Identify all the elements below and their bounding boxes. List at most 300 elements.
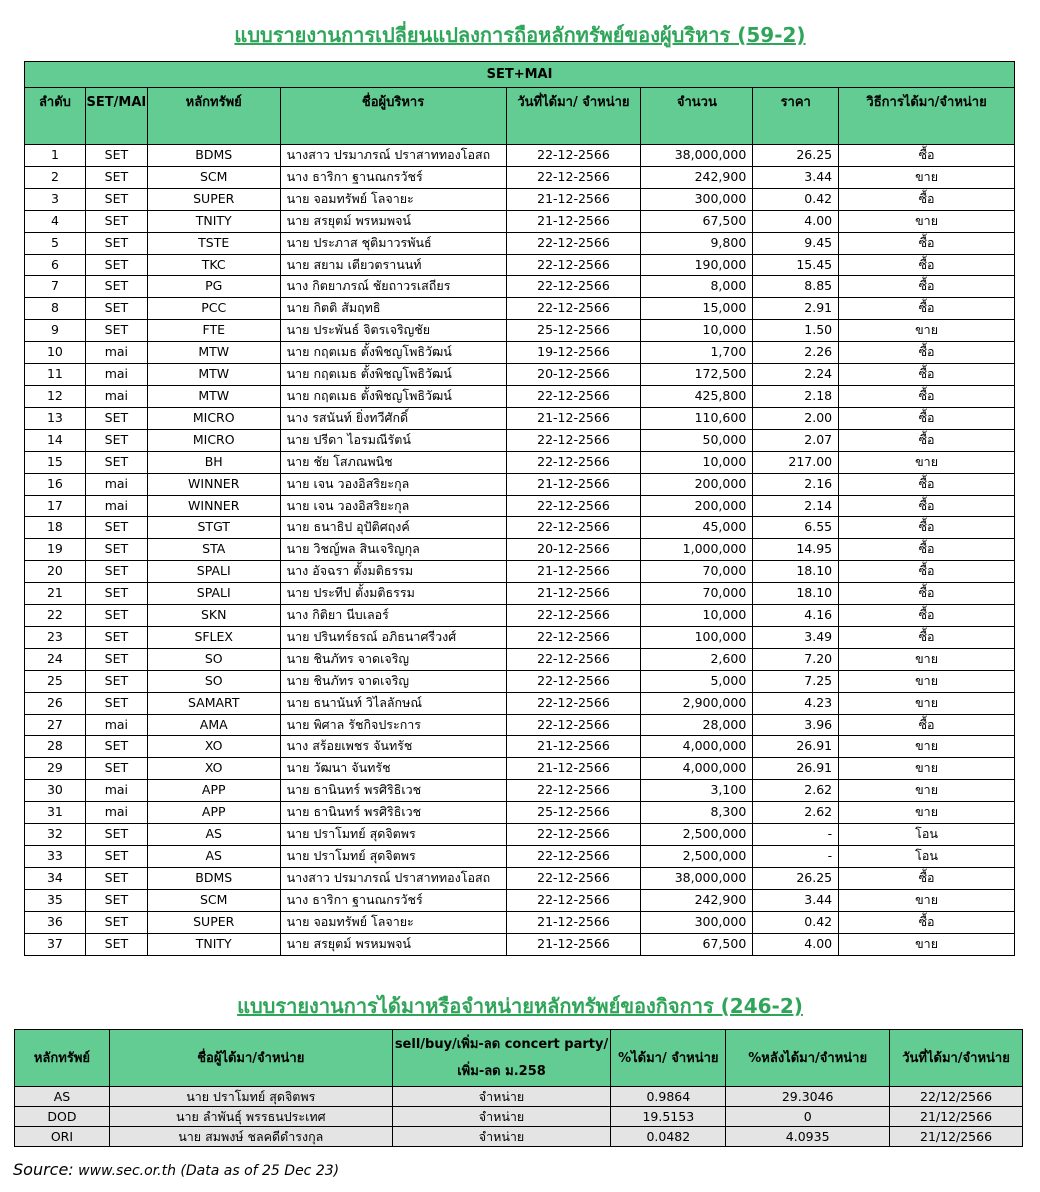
column-header: ลำดับ: [25, 88, 86, 145]
volume-cell: 100,000: [641, 626, 753, 648]
price-cell: 2.62: [753, 802, 839, 824]
row-number-cell: 19: [25, 539, 86, 561]
row-number-cell: 12: [25, 385, 86, 407]
executive-name-cell: นาย จอมทรัพย์ โลจายะ: [280, 911, 506, 933]
market-cell: SET: [85, 889, 147, 911]
market-cell: mai: [85, 364, 147, 386]
table-row: [25, 429, 1015, 451]
row-number-cell: 28: [25, 736, 86, 758]
date-cell: 19-12-2566: [506, 342, 641, 364]
source-label: Source:: [13, 1160, 74, 1179]
market-cell: SET: [85, 539, 147, 561]
volume-cell: 110,600: [641, 407, 753, 429]
volume-cell: 190,000: [641, 254, 753, 276]
table-row: [25, 605, 1015, 627]
column-header: หลักทรัพย์: [147, 88, 280, 145]
volume-cell: 38,000,000: [641, 867, 753, 889]
security-cell: BH: [147, 451, 280, 473]
acquirer-name-cell: นาย ปราโมทย์ สุดจิตพร: [109, 1087, 392, 1107]
volume-cell: 200,000: [641, 473, 753, 495]
price-cell: 7.25: [753, 670, 839, 692]
table-row: [25, 692, 1015, 714]
executive-name-cell: นาย กฤตเมธ ตั้งพิชญโพธิวัฒน์: [280, 364, 506, 386]
market-cell: SET: [85, 232, 147, 254]
market-cell: SET: [85, 298, 147, 320]
table-row: [25, 298, 1015, 320]
executive-name-cell: นาย ธนาธิป อุปัติศฤงค์: [280, 517, 506, 539]
table-row: [25, 364, 1015, 386]
row-number-cell: 17: [25, 495, 86, 517]
security-cell: MICRO: [147, 429, 280, 451]
row-number-cell: 10: [25, 342, 86, 364]
executive-name-cell: นาง ธาริกา ฐานณกรวัชร์: [280, 889, 506, 911]
row-number-cell: 16: [25, 473, 86, 495]
volume-cell: 242,900: [641, 889, 753, 911]
price-cell: 2.18: [753, 385, 839, 407]
column-header: ชื่อผู้บริหาร: [280, 88, 506, 145]
method-cell: ซื้อ: [839, 626, 1015, 648]
executive-name-cell: นาง กิติยา นีบเลอร์: [280, 605, 506, 627]
security-cell: SUPER: [147, 911, 280, 933]
table-row: [25, 780, 1015, 802]
date-cell: 21-12-2566: [506, 473, 641, 495]
column-header: วันที่ได้มา/ จำหน่าย: [506, 88, 641, 145]
method-cell: ขาย: [839, 802, 1015, 824]
executive-name-cell: นาย สยาม เตียวตรานนท์: [280, 254, 506, 276]
column-header: หลักทรัพย์: [15, 1030, 110, 1087]
executive-name-cell: นาง ธาริกา ฐานณกรวัชร์: [280, 166, 506, 188]
action-cell: จำหน่าย: [392, 1087, 611, 1107]
price-cell: 9.45: [753, 232, 839, 254]
security-cell: XO: [147, 736, 280, 758]
table-row: [25, 320, 1015, 342]
date-cell: 21-12-2566: [506, 736, 641, 758]
price-cell: 26.91: [753, 736, 839, 758]
percent-change-cell: 0.9864: [611, 1087, 726, 1107]
volume-cell: 300,000: [641, 188, 753, 210]
date-cell: 22-12-2566: [506, 846, 641, 868]
price-cell: 3.49: [753, 626, 839, 648]
acquirer-name-cell: นาย ลำพันธุ์ พรรธนประเทศ: [109, 1107, 392, 1127]
method-cell: ซื้อ: [839, 583, 1015, 605]
executive-name-cell: นางสาว ปรมาภรณ์ ปราสาททองโอสถ: [280, 867, 506, 889]
executive-name-cell: นาย ธนานันท์ วิไลลักษณ์: [280, 692, 506, 714]
table-row: [25, 583, 1015, 605]
date-cell: 21-12-2566: [506, 407, 641, 429]
volume-cell: 15,000: [641, 298, 753, 320]
percent-change-cell: 19.5153: [611, 1107, 726, 1127]
security-cell: AS: [147, 846, 280, 868]
date-cell: 25-12-2566: [506, 320, 641, 342]
method-cell: ขาย: [839, 210, 1015, 232]
date-cell: 21-12-2566: [506, 933, 641, 955]
security-cell: WINNER: [147, 495, 280, 517]
security-cell: SUPER: [147, 188, 280, 210]
security-cell: STA: [147, 539, 280, 561]
company-acquisition-table: [14, 1029, 1023, 1147]
market-cell: SET: [85, 254, 147, 276]
volume-cell: 70,000: [641, 583, 753, 605]
volume-cell: 67,500: [641, 210, 753, 232]
date-cell: 22-12-2566: [506, 298, 641, 320]
date-cell: 25-12-2566: [506, 802, 641, 824]
table-row: [25, 758, 1015, 780]
date-cell: 21-12-2566: [506, 583, 641, 605]
source-note: [13, 1160, 339, 1179]
method-cell: ขาย: [839, 670, 1015, 692]
volume-cell: 4,000,000: [641, 736, 753, 758]
table-row: [25, 276, 1015, 298]
table-row: [25, 867, 1015, 889]
volume-cell: 3,100: [641, 780, 753, 802]
date-cell: 22-12-2566: [506, 254, 641, 276]
price-cell: 2.00: [753, 407, 839, 429]
method-cell: ซื้อ: [839, 188, 1015, 210]
date-cell: 22-12-2566: [506, 867, 641, 889]
column-header: วันที่ได้มา/จำหน่าย: [890, 1030, 1023, 1087]
volume-cell: 38,000,000: [641, 145, 753, 167]
method-cell: ซื้อ: [839, 364, 1015, 386]
date-cell: 21-12-2566: [506, 561, 641, 583]
price-cell: 8.85: [753, 276, 839, 298]
price-cell: 0.42: [753, 911, 839, 933]
price-cell: 18.10: [753, 561, 839, 583]
method-cell: ขาย: [839, 166, 1015, 188]
market-cell: mai: [85, 385, 147, 407]
table-row: [25, 166, 1015, 188]
method-cell: ขาย: [839, 933, 1015, 955]
security-cell: MTW: [147, 364, 280, 386]
row-number-cell: 21: [25, 583, 86, 605]
table-row: [25, 254, 1015, 276]
volume-cell: 200,000: [641, 495, 753, 517]
section-title: แบบรายงานการได้มาหรือจำหน่ายหลักทรัพย์ของกิจการ (246-2): [237, 994, 803, 1018]
volume-cell: 2,500,000: [641, 824, 753, 846]
row-number-cell: 11: [25, 364, 86, 386]
security-cell: TNITY: [147, 933, 280, 955]
market-cell: SET: [85, 517, 147, 539]
row-number-cell: 37: [25, 933, 86, 955]
column-header: %ได้มา/ จำหน่าย: [611, 1030, 726, 1087]
method-cell: ขาย: [839, 451, 1015, 473]
table-row: [25, 232, 1015, 254]
row-number-cell: 20: [25, 561, 86, 583]
price-cell: -: [753, 846, 839, 868]
percent-change-cell: 0.0482: [611, 1127, 726, 1147]
market-cell: SET: [85, 276, 147, 298]
row-number-cell: 13: [25, 407, 86, 429]
security-cell: TNITY: [147, 210, 280, 232]
volume-cell: 425,800: [641, 385, 753, 407]
table-row: [25, 210, 1015, 232]
market-cell: SET: [85, 407, 147, 429]
executive-name-cell: นาย กฤตเมธ ตั้งพิชญโพธิวัฒน์: [280, 342, 506, 364]
row-number-cell: 18: [25, 517, 86, 539]
date-cell: 21-12-2566: [506, 911, 641, 933]
volume-cell: 8,000: [641, 276, 753, 298]
market-cell: mai: [85, 802, 147, 824]
security-cell: SO: [147, 670, 280, 692]
price-cell: 0.42: [753, 188, 839, 210]
acquirer-name-cell: นาย สมพงษ์ ชลคดีดำรงกุล: [109, 1127, 392, 1147]
date-cell: 22-12-2566: [506, 429, 641, 451]
column-header: ชื่อผู้ได้มา/จำหน่าย: [109, 1030, 392, 1087]
method-cell: ขาย: [839, 736, 1015, 758]
table-row: [25, 188, 1015, 210]
date-cell: 21/12/2566: [890, 1107, 1023, 1127]
security-cell: ORI: [15, 1127, 110, 1147]
volume-cell: 10,000: [641, 605, 753, 627]
row-number-cell: 8: [25, 298, 86, 320]
market-band-header: SET+MAI: [25, 62, 1015, 88]
executive-name-cell: นาย สรยุตม์ พรหมพจน์: [280, 933, 506, 955]
executive-name-cell: นาย ประภาส ชุติมาวรพันธ์: [280, 232, 506, 254]
column-header: SET/MAI: [85, 88, 147, 145]
row-number-cell: 34: [25, 867, 86, 889]
market-cell: SET: [85, 145, 147, 167]
executive-name-cell: นาย พิศาล รัชกิจประการ: [280, 714, 506, 736]
table-row: [25, 385, 1015, 407]
volume-cell: 1,700: [641, 342, 753, 364]
executive-name-cell: นาย เจน วองอิสริยะกุล: [280, 473, 506, 495]
method-cell: ซื้อ: [839, 232, 1015, 254]
method-cell: ซื้อ: [839, 473, 1015, 495]
table-row: [25, 933, 1015, 955]
security-cell: SCM: [147, 166, 280, 188]
market-cell: SET: [85, 605, 147, 627]
volume-cell: 172,500: [641, 364, 753, 386]
date-cell: 21/12/2566: [890, 1127, 1023, 1147]
market-cell: SET: [85, 758, 147, 780]
price-cell: 4.00: [753, 210, 839, 232]
date-cell: 22-12-2566: [506, 232, 641, 254]
row-number-cell: 14: [25, 429, 86, 451]
volume-cell: 10,000: [641, 320, 753, 342]
method-cell: ขาย: [839, 780, 1015, 802]
row-number-cell: 22: [25, 605, 86, 627]
method-cell: ซื้อ: [839, 495, 1015, 517]
column-header: ราคา: [753, 88, 839, 145]
executive-name-cell: นาย สรยุตม์ พรหมพจน์: [280, 210, 506, 232]
date-cell: 22-12-2566: [506, 517, 641, 539]
row-number-cell: 30: [25, 780, 86, 802]
method-cell: ขาย: [839, 692, 1015, 714]
executive-name-cell: นาย ปราโมทย์ สุดจิตพร: [280, 846, 506, 868]
date-cell: 22-12-2566: [506, 385, 641, 407]
market-cell: SET: [85, 867, 147, 889]
market-cell: SET: [85, 670, 147, 692]
executive-name-cell: นาง กิตยาภรณ์ ชัยถาวรเสถียร: [280, 276, 506, 298]
method-cell: ซื้อ: [839, 385, 1015, 407]
method-cell: ซื้อ: [839, 276, 1015, 298]
row-number-cell: 32: [25, 824, 86, 846]
table-row: [25, 911, 1015, 933]
price-cell: 15.45: [753, 254, 839, 276]
date-cell: 22/12/2566: [890, 1087, 1023, 1107]
volume-cell: 2,900,000: [641, 692, 753, 714]
row-number-cell: 6: [25, 254, 86, 276]
date-cell: 22-12-2566: [506, 276, 641, 298]
market-cell: SET: [85, 648, 147, 670]
row-number-cell: 25: [25, 670, 86, 692]
price-cell: 2.16: [753, 473, 839, 495]
date-cell: 22-12-2566: [506, 648, 641, 670]
executive-name-cell: นาง รสนันท์ ยิ่งทวีศักดิ์: [280, 407, 506, 429]
market-cell: SET: [85, 561, 147, 583]
action-cell: จำหน่าย: [392, 1127, 611, 1147]
row-number-cell: 7: [25, 276, 86, 298]
method-cell: ซื้อ: [839, 605, 1015, 627]
table-row: [25, 407, 1015, 429]
executive-name-cell: นาย วัฒนา จันทรัช: [280, 758, 506, 780]
security-cell: AS: [15, 1087, 110, 1107]
table-row: [25, 889, 1015, 911]
market-cell: mai: [85, 495, 147, 517]
security-cell: AS: [147, 824, 280, 846]
date-cell: 21-12-2566: [506, 188, 641, 210]
date-cell: 22-12-2566: [506, 605, 641, 627]
method-cell: ซื้อ: [839, 561, 1015, 583]
market-cell: SET: [85, 626, 147, 648]
method-cell: ซื้อ: [839, 342, 1015, 364]
market-cell: SET: [85, 933, 147, 955]
date-cell: 22-12-2566: [506, 451, 641, 473]
price-cell: 2.07: [753, 429, 839, 451]
security-cell: SFLEX: [147, 626, 280, 648]
market-cell: SET: [85, 692, 147, 714]
security-cell: SCM: [147, 889, 280, 911]
column-header: จำนวน: [641, 88, 753, 145]
security-cell: MTW: [147, 385, 280, 407]
market-cell: SET: [85, 320, 147, 342]
method-cell: ซื้อ: [839, 254, 1015, 276]
date-cell: 21-12-2566: [506, 210, 641, 232]
security-cell: PCC: [147, 298, 280, 320]
price-cell: 217.00: [753, 451, 839, 473]
column-header: วิธีการได้มา/จำหน่าย: [839, 88, 1015, 145]
executive-name-cell: นาย ปรีดา ไอรมณีรัตน์: [280, 429, 506, 451]
row-number-cell: 26: [25, 692, 86, 714]
price-cell: 3.96: [753, 714, 839, 736]
date-cell: 22-12-2566: [506, 495, 641, 517]
row-number-cell: 1: [25, 145, 86, 167]
market-cell: mai: [85, 714, 147, 736]
date-cell: 22-12-2566: [506, 824, 641, 846]
table-row: [25, 648, 1015, 670]
security-cell: SO: [147, 648, 280, 670]
market-cell: SET: [85, 429, 147, 451]
volume-cell: 50,000: [641, 429, 753, 451]
method-cell: ซื้อ: [839, 407, 1015, 429]
percent-after-cell: 29.3046: [726, 1087, 890, 1107]
executive-name-cell: นางสาว ปรมาภรณ์ ปราสาททองโอสถ: [280, 145, 506, 167]
security-cell: PG: [147, 276, 280, 298]
volume-cell: 45,000: [641, 517, 753, 539]
security-cell: BDMS: [147, 145, 280, 167]
table-row: [15, 1087, 1023, 1107]
security-cell: TKC: [147, 254, 280, 276]
date-cell: 21-12-2566: [506, 758, 641, 780]
date-cell: 22-12-2566: [506, 692, 641, 714]
row-number-cell: 15: [25, 451, 86, 473]
date-cell: 22-12-2566: [506, 145, 641, 167]
security-cell: BDMS: [147, 867, 280, 889]
date-cell: 22-12-2566: [506, 626, 641, 648]
security-cell: SKN: [147, 605, 280, 627]
security-cell: APP: [147, 780, 280, 802]
price-cell: 18.10: [753, 583, 839, 605]
security-cell: APP: [147, 802, 280, 824]
date-cell: 22-12-2566: [506, 780, 641, 802]
row-number-cell: 33: [25, 846, 86, 868]
price-cell: 2.91: [753, 298, 839, 320]
executive-name-cell: นาย จอมทรัพย์ โลจายะ: [280, 188, 506, 210]
price-cell: 26.91: [753, 758, 839, 780]
row-number-cell: 29: [25, 758, 86, 780]
security-cell: SPALI: [147, 583, 280, 605]
market-cell: mai: [85, 342, 147, 364]
volume-cell: 1,000,000: [641, 539, 753, 561]
price-cell: 14.95: [753, 539, 839, 561]
price-cell: 7.20: [753, 648, 839, 670]
table-row: [25, 451, 1015, 473]
security-cell: TSTE: [147, 232, 280, 254]
row-number-cell: 4: [25, 210, 86, 232]
table-row: [15, 1127, 1023, 1147]
market-cell: SET: [85, 824, 147, 846]
row-number-cell: 35: [25, 889, 86, 911]
method-cell: ซื้อ: [839, 714, 1015, 736]
price-cell: 3.44: [753, 166, 839, 188]
percent-after-cell: 0: [726, 1107, 890, 1127]
price-cell: -: [753, 824, 839, 846]
method-cell: ซื้อ: [839, 911, 1015, 933]
volume-cell: 70,000: [641, 561, 753, 583]
security-cell: FTE: [147, 320, 280, 342]
table-row: [25, 495, 1015, 517]
executive-name-cell: นาย ปรินทร์ธรณ์ อภิธนาศรีวงศ์: [280, 626, 506, 648]
table-row: [25, 561, 1015, 583]
date-cell: 22-12-2566: [506, 889, 641, 911]
table-row: [25, 736, 1015, 758]
table-row: [25, 626, 1015, 648]
row-number-cell: 9: [25, 320, 86, 342]
table-row: [15, 1107, 1023, 1127]
row-number-cell: 23: [25, 626, 86, 648]
volume-cell: 2,500,000: [641, 846, 753, 868]
volume-cell: 2,600: [641, 648, 753, 670]
security-cell: MICRO: [147, 407, 280, 429]
security-cell: WINNER: [147, 473, 280, 495]
price-cell: 4.23: [753, 692, 839, 714]
price-cell: 1.50: [753, 320, 839, 342]
security-cell: SPALI: [147, 561, 280, 583]
price-cell: 2.62: [753, 780, 839, 802]
market-cell: SET: [85, 583, 147, 605]
volume-cell: 9,800: [641, 232, 753, 254]
executive-name-cell: นาย ธานินทร์ พรศิริธิเวช: [280, 802, 506, 824]
market-cell: SET: [85, 166, 147, 188]
method-cell: ขาย: [839, 648, 1015, 670]
price-cell: 3.44: [753, 889, 839, 911]
security-cell: XO: [147, 758, 280, 780]
executive-name-cell: นาย ประพันธ์ จิตรเจริญชัย: [280, 320, 506, 342]
row-number-cell: 2: [25, 166, 86, 188]
market-cell: SET: [85, 911, 147, 933]
method-cell: ซื้อ: [839, 298, 1015, 320]
date-cell: 22-12-2566: [506, 714, 641, 736]
source-text: www.sec.or.th (Data as of 25 Dec 23): [73, 1163, 340, 1179]
